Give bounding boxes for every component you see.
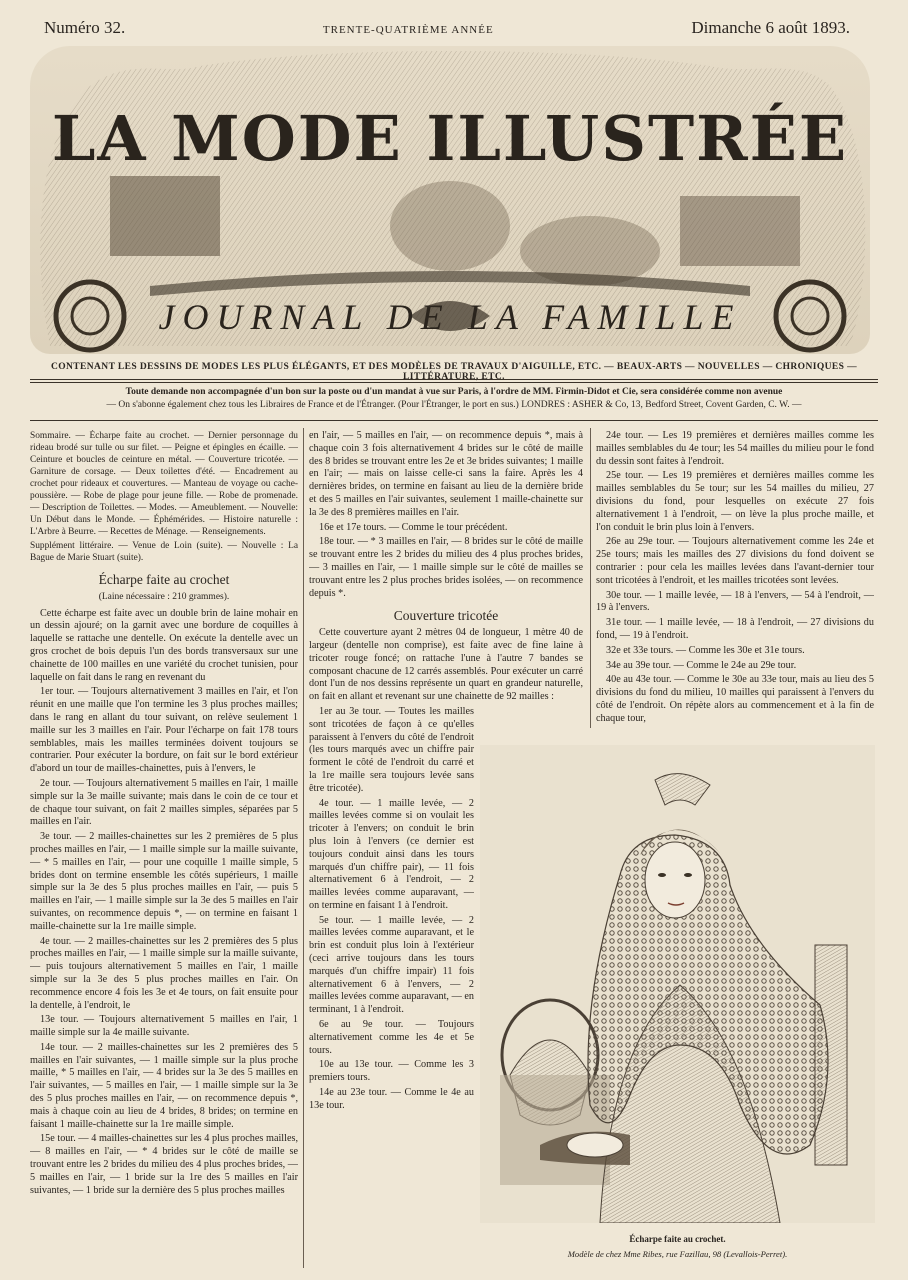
paragraph: 13e tour. — Toujours alternativement 5 mailles en l'air, 1 maille simple sur la 4e maille suivante. [30, 1014, 298, 1039]
masthead-subtitle: JOURNAL DE LA FAMILLE [158, 297, 742, 337]
paragraph: 18e tour. — * 3 mailles en l'air, — 8 brides sur le côté de maille se trouvant entre les 2 brides du milieu des 4 plus proches brides, — 3 mailles en l'air, — 1 maille simple sur le côté de mailles se trouvant entre les 2 plus proches brides isolées, — on recommence depuis *. [309, 536, 583, 599]
masthead [30, 46, 870, 354]
subscription-notice [30, 386, 878, 412]
column-separator [590, 428, 591, 728]
paragraph: 1er tour. — Toujours alternativement 3 mailles en l'air, et l'on réunit en une maille que l'on termine les 3 plus proches mailles; dans le rang en allant du tour suivant, on relève seulement 1 maille sur les 3 mailles en l'air. Pour l'écharpe on fait 178 tours semblables, mais les mailles terminées doivent toujours se contrarier. Pour exécuter la bordure, on fait sur le bord extérieur d'abord un tour de mailles-chainettes, puis à l'envers, le [30, 686, 298, 775]
year-label: TRENTE-QUATRIÈME ANNÉE [322, 24, 494, 36]
paragraph: 4e tour. — 1 maille levée, — 2 mailles levées comme si on voulait les tricoter à l'envers; on conduit le brin plus loin à l'envers (ce dernier est toujours conduit ainsi dans les tours marqués d'un chiffre pair), — 11 fois alternativement 6 à l'endroit, — 2 mailles levées comme auparavant, — on termine en faisant 1 à l'endroit. [309, 797, 474, 911]
paragraph: 4e tour. — 2 mailles-chainettes sur les 2 premières des 5 plus proches mailles en l'air, — 1 maille simple sur la maille suivante, — puis toujours alternativement 5 mailles en l'air, 1 maille simple sur la 3e des 5 plus proches mailles en l'air. On recommence encore 4 fois les 3e et 4e tours, on fait ensuite pour la dentelle, à l'endroit, le [30, 935, 298, 1011]
illustration-caption: Écharpe faite au crochet. [629, 1234, 726, 1244]
paragraph: 3e tour. — 2 mailles-chainettes sur les 2 premières de 5 plus proches mailles en l'air, — 1 maille simple sur la maille suivante, — * 5 mailles en l'air, — pour une coquille 1 maille simple, 5 brides dont on termine ensemble les côtés supérieurs, 1 maille simple sur la 3e des 5 plus proches mailles en l'air, — puis 5 mailles en l'air, — 1 maille simple sur la 3e des 5 mailles en l'air suivantes, on recommence depuis *, — on termine en faisant 1 maille-chainette sur la 1re maille simple. [30, 831, 298, 932]
paragraph: 15e tour. — 4 mailles-chainettes sur les 4 plus proches mailles, — 8 mailles en l'air, — * 4 brides sur le côté de maille se trouvant entre les 2 brides du milieu des 4 plus proches brides, — 5 mailles en l'air, — 1 bride sur la 1re des 5 mailles en l'air suivantes, — 1 bride sur la dernière des 5 plus proches mailles [30, 1133, 298, 1196]
paragraph: 6e au 9e tour. — Toujours alternativement comme les 4e et 5e tours. [309, 1019, 474, 1056]
paragraph: 34e au 39e tour. — Comme le 24e au 29e tour. [606, 659, 797, 671]
divider [30, 382, 878, 383]
column-3 [596, 430, 874, 730]
column-1 [30, 430, 298, 1270]
notice-line-1: Toute demande non accompagnée d'un bon sur la poste ou d'un mandat à vue sur Paris, à l'ordre de MM. Firmin-Didot et Cie, sera considérée comme non avenue [125, 387, 783, 397]
paragraph: 26e au 29e tour. — Toujours alternativement comme les 24e et 25e tours; mais les mailles des 27 divisions du fond doivent se contrarier : pour cela les mailles levées dans l'avant-dernier tour sont tricotées à l'endroit, et les mailles tricotées sont levées. [596, 536, 874, 586]
paragraph: 14e tour. — 2 mailles-chainettes sur les 2 premières des 5 mailles en l'air suivantes, — 1 maille simple sur la plus proche maille, * 5 mailles en l'air, — 4 brides sur la 3e des 5 mailles en l'air suivantes, — 5 mailles en l'air, — 1 maille simple sur la 3e des 5 plus proches mailles en l'air, — on recommence depuis *, mais à chaque coin au lieu de 4 brides, 8 brides; on termine en faisant 1 maille-chainette sur la 1re maille simple. [30, 1041, 298, 1130]
notice-line-2: — On s'abonne également chez tous les Libraires de France et de l'Étranger. (Pour l'Étranger, le port en sus.) LONDRES : ASHER & Co, 13, Bedford Street, Covent Garden, C. W. — [106, 400, 802, 410]
paragraph: en l'air, — 5 mailles en l'air, — on recommence depuis *, mais à chaque coin 3 fois alternativement 4 brides sur le côté de maille des 8 brides se trouvant entre les 2e et 3e brides suivantes; 1 maille en l'air; — mais on laisse celle-ci sans la faire. Après les 4 dernières brides, on termine en faisant au lieu de la dernière bride et des 5 mailles en l'air suivantes, seulement 1 maille-chainette sur la 3e des 8 premières mailles en l'air. [309, 430, 583, 518]
paragraph: 5e tour. — 1 maille levée, — 2 mailles levées comme auparavant, et le brin est conduit plus loin à l'extérieur (ceci arrive toujours dans les tours marqués d'un chiffre impair) 11 fois alternativement 6 à l'envers, — 2 mailles levées comme auparavant, — en terminant, 1 à l'endroit. [309, 914, 474, 1016]
divider [30, 420, 878, 421]
paragraph: 24e tour. — Les 19 premières et dernières mailles comme les mailles semblables du 4e tour; les 54 mailles du milieu pour le fond du dessin sont faites à l'endroit. [596, 430, 874, 467]
paragraph: 1er au 3e tour. — Toutes les mailles sont tricotées de façon à ce qu'elles paraissent à l'envers du côté de l'endroit (les tours marqués avec un chiffre pair forment le côté de l'endroit du carré et la 1re maille sera toujours levée sans être tricotée). [309, 705, 474, 794]
issue-header [44, 18, 850, 40]
paragraph: 10e au 13e tour. — Comme les 3 premiers tours. [309, 1059, 474, 1084]
paragraph: 30e tour. — 1 maille levée, — 18 à l'envers, — 54 à l'endroit, — 19 à l'envers. [596, 589, 874, 614]
article-heading: Écharpe faite au crochet [98, 572, 230, 587]
paragraph: 32e et 33e tours. — Comme les 30e et 31e tours. [606, 644, 805, 656]
supplement: Supplément littéraire. — Venue de Loin (suite). — Nouvelle : La Bague de Marie Stuart (suite). [30, 541, 298, 563]
scarf-illustration [480, 745, 875, 1223]
article-heading: Couverture tricotée [393, 608, 499, 624]
illustration-credit: Modèle de chez Mme Ribes, rue Fazillau, 98 (Levallois-Perret). [567, 1249, 788, 1259]
divider [30, 379, 878, 380]
paragraph: 14e au 23e tour. — Comme le 4e au 13e tour. [309, 1087, 474, 1111]
issue-number: Numéro 32. [44, 18, 126, 37]
column-separator [303, 428, 304, 1268]
tagline: CONTENANT LES DESSINS DE MODES LES PLUS ÉLÉGANTS, ET DES MODÈLES DE TRAVAUX D'AIGUILLE, ETC. — BEAUX-ARTS — NOUVELLES — CHRONIQUES — LITTÉRATURE, ETC. [51, 362, 857, 382]
narrow-text-block [309, 706, 474, 1113]
sommaire: Sommaire. — Écharpe faite au crochet. — Dernier personnage du rideau brodé sur tulle ou sur filet. — Peigne et épingles en écaille. — Ceinture et boucles de ceinture en métal. — Couverture tricotée. — Garniture de corsage. — Deux toilettes d'été. — Encadrement au crochet pour rideaux et couvertures. — Manteau de voyage ou cache-poussière. — Robe de plage pour jeune fille. — Robe de promenade. — Description de Toilettes. — Modes. — Ameublement. — Nouvelle: Un Début dans le Monde. — Éphémérides. — Histoire naturelle : L'Arbre à Beurre. — Recettes de Ménage. — Renseignements. [30, 431, 298, 537]
issue-date: Dimanche 6 août 1893. [691, 18, 850, 37]
paragraph: Cette couverture ayant 2 mètres 04 de longueur, 1 mètre 40 de largeur (dentelle non comprise), est faite avec de fine laine à tricoter rouge foncé; on rattache l'une à l'autre 7 bandes se composant chacune de 12 carrés assemblés. Pour exécuter un carré dont l'un de nos dessins représente un quart en grandeur naturelle, on fait en allant et revenant sur une chainette de 92 mailles : [309, 627, 583, 703]
paragraph: 25e tour. — Les 19 premières et dernières mailles comme les mailles semblables du 5e tour; sur les 54 mailles du milieu, 27 divisions du fond, pour lesquelles on exécute 27 fois alternativement 1 à l'endroit, — on lève la plus proche maille, et l'on conduit le brin plus loin à l'envers. [596, 470, 874, 533]
paragraph: 31e tour. — 1 maille levée, — 18 à l'endroit, — 27 divisions du fond, — 19 à l'endroit. [596, 617, 874, 641]
paragraph: 16e et 17e tours. — Comme le tour précédent. [319, 521, 508, 533]
woman-engraving [480, 745, 875, 1223]
article-subheading: (Laine nécessaire : 210 grammes). [98, 591, 230, 602]
paragraph: 40e au 43e tour. — Comme le 30e au 33e tour, mais au lieu des 5 divisions du fond du milieu, 10 mailles qui paraissent à l'envers du côté de l'endroit. On répète alors au commencement et à la fin de chaque tour, [596, 674, 874, 724]
paragraph: Cette écharpe est faite avec un double brin de laine mohair en un dessin ajouré; on la garnit avec une bordure de coquilles à laquelle se rattache une dentelle. On exécute la dentelle avec un gros crochet de bois depuis l'un des bords transversaux sur une chainette de 100 mailles en une variété du crochet tunisien, pour laquelle on fait dans le rang en revenant du [30, 607, 298, 683]
paragraph: 2e tour. — Toujours alternativement 5 mailles en l'air, 1 maille simple sur la 3e maille suivante; mais dans le coin de ce tour et de chaque tour suivant, on fait 2 mailles simples, séparées par 5 mailles en l'air. [30, 777, 298, 828]
masthead-title: LA MODE ILLUSTRÉE [51, 102, 849, 175]
